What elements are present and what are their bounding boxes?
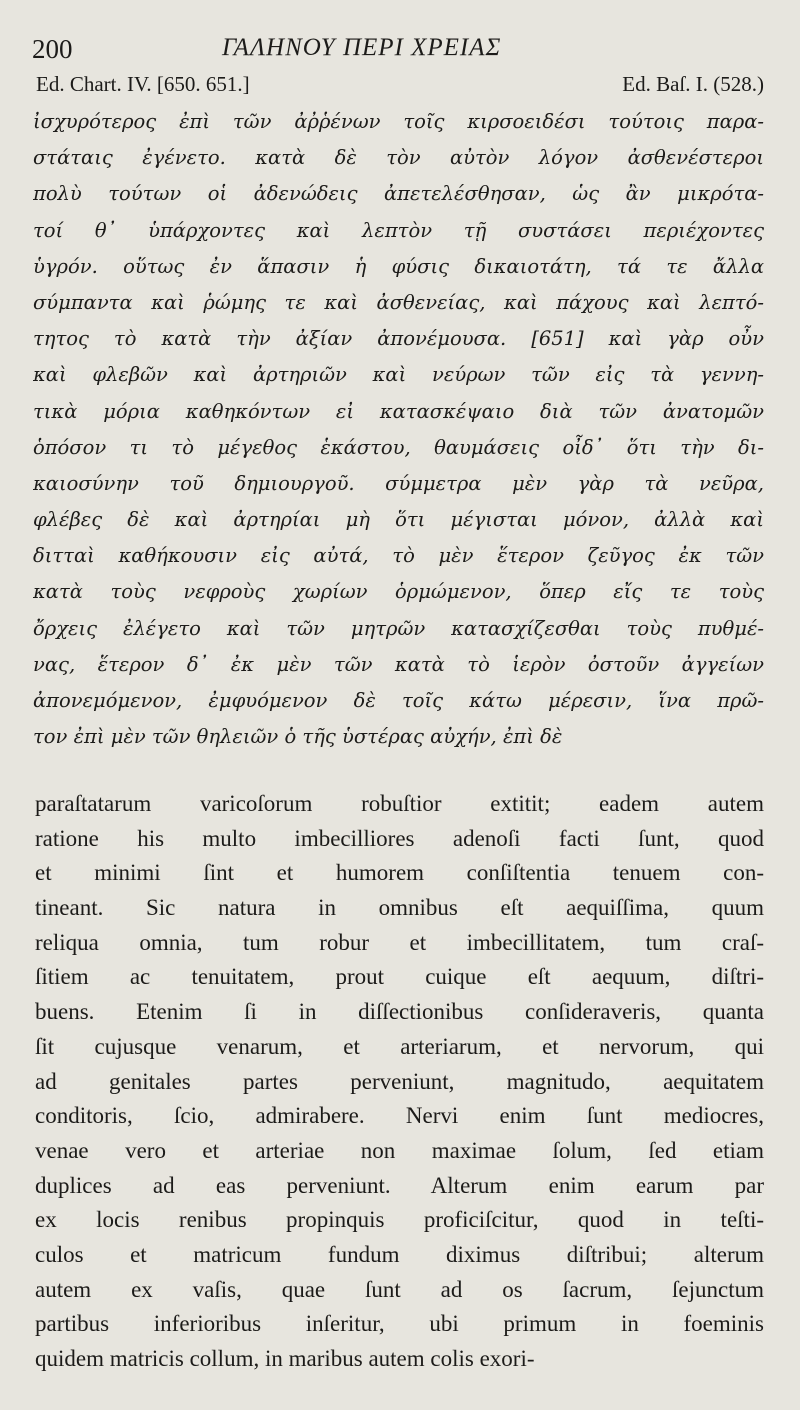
latin-text-line: paraſtatarum varicoſorum robuſtior extitit; eadem autem (35, 791, 764, 816)
greek-text-line: ὁπόσον τι τὸ μέγεθος ἑκάστου, θαυμάσεις οἶδ᾽ ὅτι τὴν δι- (33, 435, 764, 459)
latin-text-line: tineant. Sic natura in omnibus eſt aequiſſima, quum (35, 895, 764, 921)
latin-text-line: buens. Etenim ſi in diſſectionibus conſideraveris, quanta (35, 999, 764, 1025)
greek-text-line: τοί θ᾽ ὑπάρχοντες καὶ λεπτὸν τῇ συστάσει περιέχοντες (33, 218, 764, 242)
edition-reference-line (36, 72, 764, 106)
latin-text-line: ſitiem ac tenuitatem, prout cuique eſt aequum, diſtri- (35, 964, 764, 990)
greek-text-line: πολὺ τούτων οἱ ἀδενώδεις ἀπετελέσθησαν, ὡς ἂν μικρότα- (33, 182, 764, 206)
greek-text-line: νας, ἕτερον δ᾽ ἐκ μὲν τῶν κατὰ τὸ ἱερὸν ὀστοῦν ἀγγείων (33, 652, 764, 676)
greek-text-line: ἀπονεμόμενον, ἐμφυόμενον δὲ τοῖς κάτω μέρεσιν, ἵνα πρῶ- (33, 689, 764, 712)
greek-text-line: τητος τὸ κατὰ τὴν ἀξίαν ἀπονέμουσα. [651] καὶ γὰρ οὖν (33, 327, 764, 351)
running-title: ΓΑΛΗΝΟΥ ΠΕΡΙ ΧΡΕΙΑΣ (222, 34, 502, 61)
latin-text-line: duplices ad eas perveniunt. Alterum enim earum par (35, 1172, 764, 1198)
greek-text-line: ὄρχεις ἐλέγετο καὶ τῶν μητρῶν κατασχίζεσθαι τοὺς πυθμέ- (33, 616, 764, 640)
edition-reference-chartier: Ed. Chart. IV. [650. 651.] (36, 72, 250, 96)
greek-text-line: τικὰ μόρια καθηκόντων εἰ κατασκέψαιο διὰ τῶν ἀνατομῶν (33, 399, 764, 423)
greek-text-block (33, 104, 764, 755)
latin-text-line: ratione his multo imbecilliores adenoſi facti ſunt, quod (35, 825, 764, 851)
latin-text-line: quidem matricis collum, in maribus autem colis exori- (35, 1346, 535, 1371)
page-header (32, 28, 766, 68)
greek-text-line: φλέβες δὲ καὶ ἀρτηρίαι μὴ ὅτι μέγισται μόνον, ἀλλὰ καὶ (33, 508, 764, 532)
greek-text-line: ἰσχυρότερος ἐπὶ τῶν ἀῤῥένων τοῖς κιρσοειδέσι τούτοις παρα- (33, 110, 764, 133)
latin-text-line: reliqua omnia, tum robur et imbecillitatem, tum craſ- (35, 929, 764, 955)
latin-text-block (35, 787, 764, 1377)
greek-text-line: κατὰ τοὺς νεφροὺς χωρίων ὁρμώμενον, ὅπερ εἴς τε τοὺς (33, 580, 764, 604)
latin-text-line: autem ex vaſis, quae ſunt ad os ſacrum, ſejunctum (35, 1276, 764, 1302)
latin-text-line: venae vero et arteriae non maximae ſolum, ſed etiam (35, 1137, 764, 1163)
latin-text-line: partibus inferioribus inſeritur, ubi primum in foeminis (35, 1311, 764, 1337)
greek-text-line: τον ἐπὶ μὲν τῶν θηλειῶν ὁ τῆς ὑστέρας αὐχήν, ἐπὶ δὲ (33, 725, 563, 749)
latin-text-line: ad genitales partes perveniunt, magnitudo, aequitatem (35, 1068, 764, 1094)
greek-text-line: διτταὶ καθήκουσιν εἰς αὐτά, τὸ μὲν ἕτερον ζεῦγος ἐκ τῶν (33, 544, 764, 568)
greek-text-line: καιοσύνην τοῦ δημιουργοῦ. σύμμετρα μὲν γὰρ τὰ νεῦρα, (33, 471, 764, 495)
greek-text-line: ὑγρόν. οὕτως ἐν ἅπασιν ἡ φύσις δικαιοτάτη, τά τε ἄλλα (33, 254, 764, 278)
latin-text-line: conditoris, ſcio, admirabere. Nervi enim ſunt mediocres, (35, 1103, 764, 1129)
greek-text-line: στάταις ἐγένετο. κατὰ δὲ τὸν αὐτὸν λόγον ἀσθενέστεροι (33, 146, 764, 170)
greek-text-line: σύμπαντα καὶ ῥώμης τε καὶ ἀσθενείας, καὶ πάχους καὶ λεπτό- (33, 290, 764, 314)
latin-text-line: ſit cujusque venarum, et arteriarum, et nervorum, qui (35, 1033, 764, 1059)
greek-text-line: καὶ φλεβῶν καὶ ἀρτηριῶν καὶ νεύρων τῶν εἰς τὰ γεννη- (33, 363, 764, 387)
latin-text-line: ex locis renibus propinquis proficiſcitur, quod in teſti- (35, 1207, 764, 1233)
page-number: 200 (32, 34, 73, 64)
latin-text-line: et minimi ſint et humorem conſiſtentia tenuem con- (35, 860, 764, 886)
latin-text-line: culos et matricum fundum diximus diſtribui; alterum (35, 1241, 764, 1267)
edition-reference-basel: Ed. Baſ. I. (528.) (622, 72, 764, 96)
